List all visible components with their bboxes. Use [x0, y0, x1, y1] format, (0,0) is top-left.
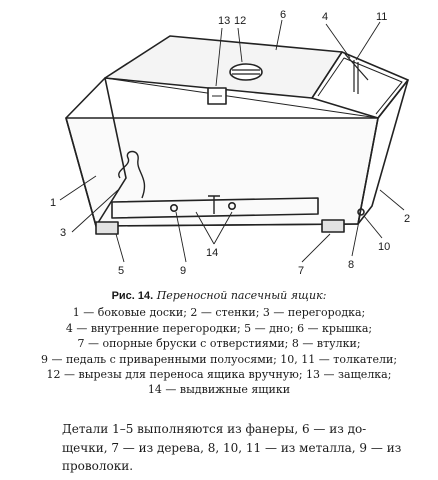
callout-12: 12 [234, 15, 247, 27]
callout-11: 11 [376, 11, 388, 23]
caption-line: 14 — выдвижные ящики [147, 383, 291, 397]
support-bar-left [96, 222, 118, 234]
callout-9: 9 [180, 265, 187, 277]
caption-line: 12 — вырезы для переноса ящика вручную; 13 — защелка; [46, 368, 392, 382]
figure-caption [0, 288, 438, 398]
pusher-11 [354, 60, 358, 94]
callout-5: 5 [118, 265, 125, 277]
callout-13: 13 [218, 15, 231, 27]
caption-line: 7 — опорные бруски с отверстиями; 8 — втулки; [77, 337, 361, 351]
paragraph-line: щечки, 7 — из дерева, 8, 10, 11 — из металла, 9 — из [62, 440, 402, 455]
callout-2: 2 [404, 213, 411, 225]
support-bar-right [322, 220, 344, 232]
figure-number: Рис. 14. [111, 290, 154, 302]
caption-line: 4 — внутренние перегородки; 5 — дно; 6 — крышка; [65, 321, 373, 335]
paragraph-line: Детали 1–5 выполняются из фанеры, 6 — из до- [62, 422, 367, 436]
callout-4: 4 [322, 11, 329, 23]
figure-title: Переносной пасечный ящик: [156, 289, 327, 302]
callout-7: 7 [298, 265, 305, 277]
callout-6: 6 [280, 9, 287, 21]
callout-8: 8 [348, 259, 355, 271]
handle-cutout-12 [230, 64, 262, 80]
callout-1: 1 [50, 197, 57, 209]
paragraph-line: проволоки. [62, 459, 134, 473]
callout-10: 10 [378, 241, 391, 253]
body-paragraph [62, 420, 436, 476]
caption-line: 9 — педаль с приваренными полуосями; 10, 11 — толкатели; [40, 352, 398, 366]
callout-3: 3 [60, 227, 67, 239]
callout-14: 14 [206, 247, 219, 259]
caption-line: 1 — боковые доски; 2 — стенки; 3 — перегородка; [72, 306, 366, 320]
